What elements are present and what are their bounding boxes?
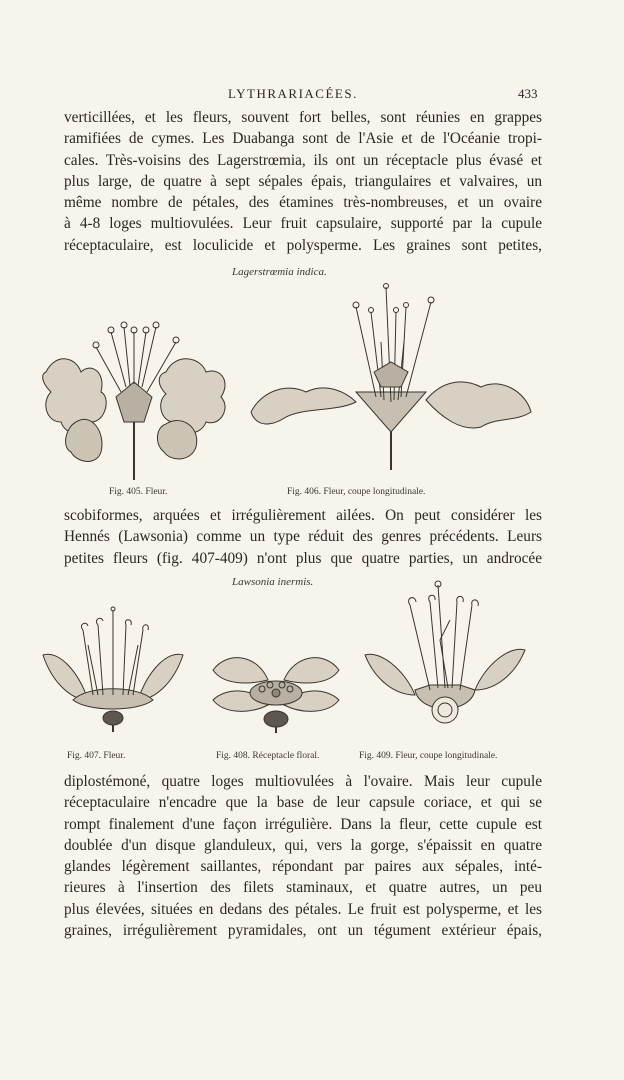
text-line: rompt finalement d'une façon irrégulière. Dans la fleur, cette cupule est bbox=[64, 815, 542, 833]
text-line: scobiformes, arquées et irrégulièrement ailées. On peut considérer les bbox=[64, 507, 542, 524]
running-title: LYTHRARIACÉES. bbox=[228, 86, 358, 101]
caption-fig-409: Fig. 409. Fleur, coupe longitudinale. bbox=[359, 751, 498, 761]
species-name-lagerstroemia: Lagerstrœmia indica. bbox=[232, 266, 327, 278]
text-line: rieures à l'insertion des filets staminaux, et quatre autres, un peu bbox=[64, 879, 542, 897]
figure-405-flower-illustration bbox=[36, 312, 236, 482]
text-line: doublée d'un disque glanduleux, qui, vers la gorge, s'épaissit en quatre bbox=[64, 836, 542, 854]
text-line: glandes légèrement saillantes, répondant par paires aux sépales, inté- bbox=[64, 858, 542, 876]
paragraph-1 bbox=[64, 107, 542, 256]
text-line: verticillées, et les fleurs, souvent fort belles, sont réunies en grappes bbox=[64, 109, 542, 126]
paragraph-2 bbox=[64, 505, 542, 569]
text-line: réceptaculaire n'encadre que la base de leur capsule coriace, et qui se bbox=[64, 794, 542, 812]
text-line: ramifiées de cymes. Les Duabanga sont de l'Asie et de l'Océanie tropi- bbox=[64, 130, 542, 148]
figure-406-longitudinal-section-illustration bbox=[246, 282, 536, 472]
figure-408-floral-receptacle-illustration bbox=[208, 645, 344, 735]
species-name-lawsonia: Lawsonia inermis. bbox=[232, 576, 314, 588]
figure-409-longitudinal-section-illustration bbox=[360, 580, 530, 740]
text-line: cales. Très-voisins des Lagerstrœmia, ils ont un réceptacle plus évasé et bbox=[64, 151, 542, 169]
paragraph-3 bbox=[64, 771, 542, 941]
caption-fig-405: Fig. 405. Fleur. bbox=[109, 487, 168, 497]
text-line: diplostémoné, quatre loges multiovulées à l'ovaire. Mais leur cupule bbox=[64, 773, 542, 790]
text-line: Hennés (Lawsonia) comme un type réduit des genres précédents. Leurs bbox=[64, 528, 542, 546]
text-line: même nombre de pétales, des étamines très-nombreuses, et un ovaire bbox=[64, 194, 542, 212]
page-number: 433 bbox=[518, 86, 538, 101]
text-line: graines, irrégulièrement pyramidales, ont un tégument extérieur épais, bbox=[64, 922, 542, 940]
text-line: réceptaculaire, est loculicide et polysperme. Les graines sont petites, bbox=[64, 236, 542, 254]
text-line: petites fleurs (fig. 407-409) n'ont plus que quatre parties, un androcée bbox=[64, 549, 542, 567]
text-line: à 4-8 loges multiovulées. Leur fruit capsulaire, supporté par la cupule bbox=[64, 215, 542, 233]
text-line: plus élevées, situées en dedans des pétales. Le fruit est polysperme, et les bbox=[64, 900, 542, 918]
caption-fig-407: Fig. 407. Fleur. bbox=[67, 751, 126, 761]
page-header bbox=[0, 86, 624, 106]
figure-407-flower-illustration bbox=[38, 600, 188, 735]
caption-fig-408: Fig. 408. Réceptacle floral. bbox=[216, 751, 320, 761]
caption-fig-406: Fig. 406. Fleur, coupe longitudinale. bbox=[287, 487, 426, 497]
text-line: plus large, de quatre à sept sépales épais, triangulaires et valvaires, un bbox=[64, 172, 542, 190]
